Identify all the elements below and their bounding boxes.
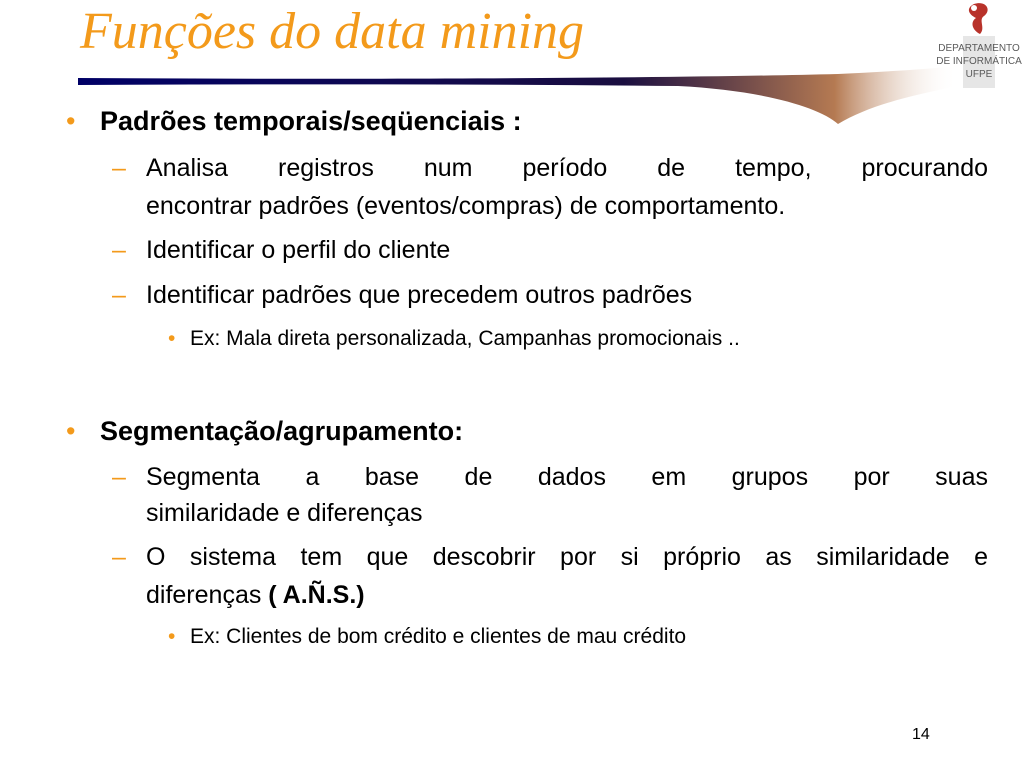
item-text-bold: ( A.Ñ.S.) — [261, 581, 365, 609]
logo-line-1: DEPARTAMENTO — [938, 43, 1020, 54]
logo-line-2: DE INFORMÁTICA — [936, 56, 1022, 67]
item-dash: – — [112, 463, 126, 491]
item-dash: – — [112, 543, 126, 571]
sub-item-text: Ex: Mala direta personalizada, Campanhas promocionais .. — [190, 327, 740, 350]
item-text-line: O sistema tem que descobrir por si próprio as similaridade e — [146, 543, 988, 571]
logo-line-3: UFPE — [965, 69, 993, 80]
slide-title: Funções do data mining — [80, 3, 585, 60]
section-bullet: • — [66, 106, 76, 136]
item-text-line — [146, 581, 365, 610]
item-text-line: Segmenta a base de dados em grupos por suas — [146, 463, 988, 491]
sub-item-text: Ex: Clientes de bom crédito e clientes de mau crédito — [190, 625, 687, 648]
item-dash: – — [112, 154, 126, 182]
item-text-line: similaridade e diferenças — [146, 499, 423, 527]
section-heading: Padrões temporais/seqüenciais : — [100, 106, 522, 136]
page-number: 14 — [912, 726, 930, 743]
sub-bullet: • — [168, 625, 176, 648]
item-dash: – — [112, 281, 126, 309]
item-text-plain: diferenças — [146, 581, 262, 609]
item-text: Identificar padrões que precedem outros padrões — [146, 281, 693, 309]
section-heading: Segmentação/agrupamento: — [100, 416, 464, 446]
item-text-line: Analisa registros num período de tempo, procurando — [146, 154, 988, 182]
sub-bullet: • — [168, 327, 176, 350]
item-text-line: encontrar padrões (eventos/compras) de comportamento. — [146, 192, 786, 220]
item-text: Identificar o perfil do cliente — [146, 236, 451, 264]
department-logo — [934, 0, 1024, 92]
section-bullet: • — [66, 416, 76, 446]
item-dash: – — [112, 236, 126, 264]
